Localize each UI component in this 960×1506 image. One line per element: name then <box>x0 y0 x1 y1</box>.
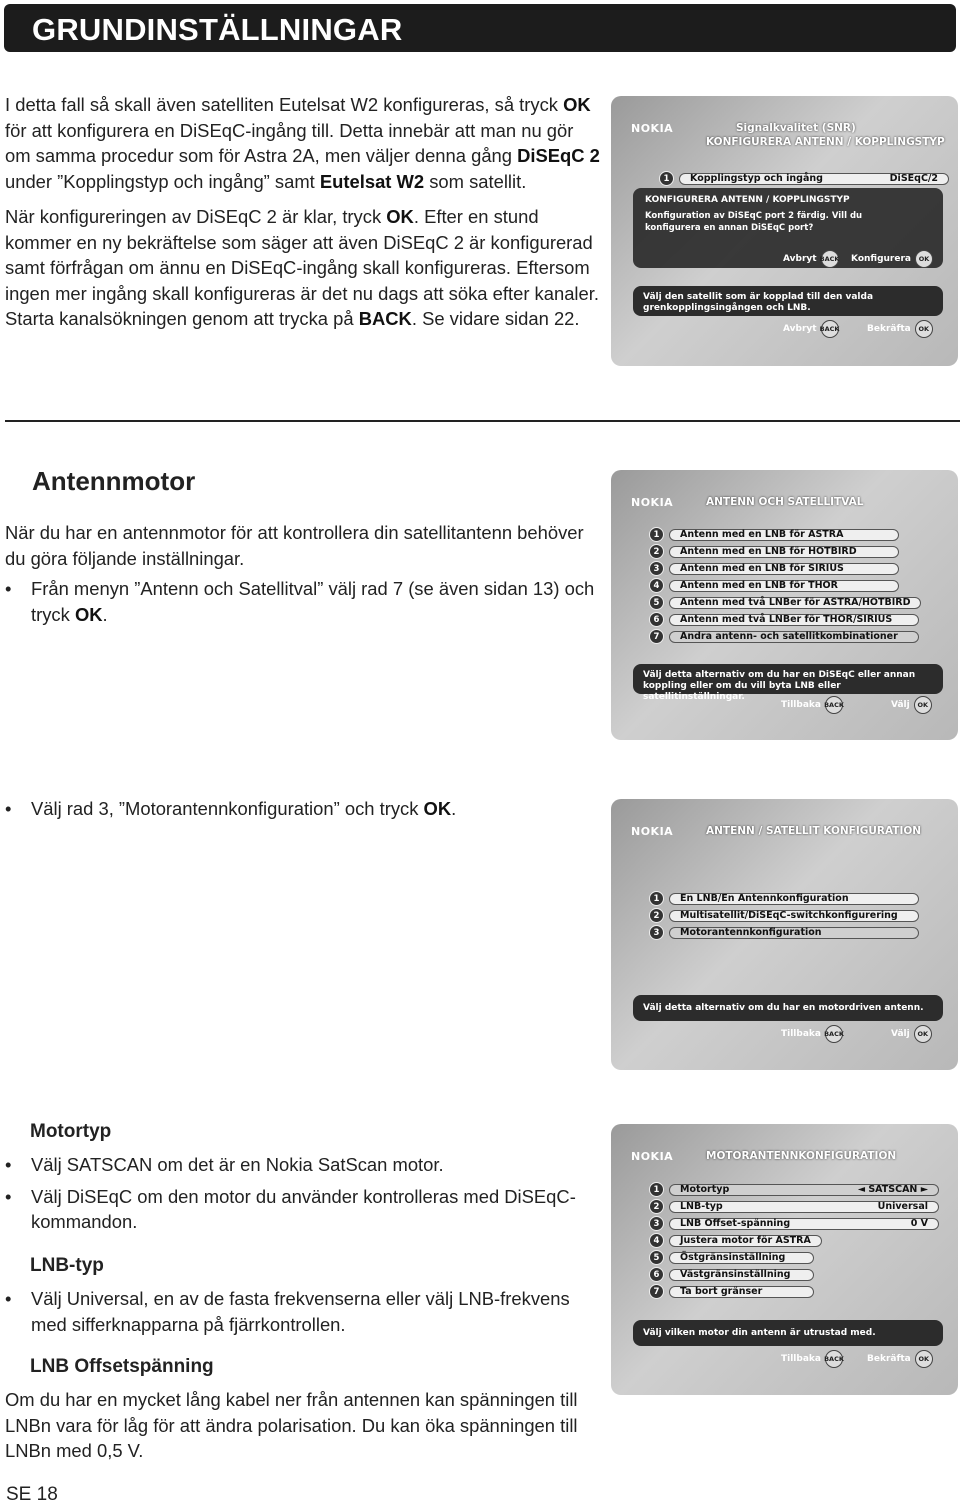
row-number: 7 <box>649 1284 664 1299</box>
help-message: Välj detta alternativ om du har en motordriven antenn. <box>633 995 943 1021</box>
row-number: 1 <box>649 891 664 906</box>
row-number: 1 <box>659 171 674 186</box>
ok-key-icon: OK <box>915 320 933 338</box>
button-label: Välj <box>891 700 910 710</box>
row-value: ◄ SATSCAN ► <box>857 1184 928 1195</box>
ok-key-icon: OK <box>915 250 933 268</box>
row-number: 4 <box>649 578 664 593</box>
lnboffset-paragraph: Om du har en mycket lång kabel ner från antennen kan spänningen till LNBn vara för låg för att ändra polarisation. Du kan öka spänningen till LNBn med 0,5 V. <box>5 1389 578 1461</box>
button-label: Tillbaka <box>781 1029 821 1039</box>
section-heading-motortyp: Motortyp <box>30 1121 112 1142</box>
row-number: 3 <box>649 1216 664 1231</box>
row-label: Antenn med en LNB för THOR <box>669 580 899 592</box>
row-label: Antenn med två LNBer för THOR/SIRIUS <box>669 614 919 626</box>
ok-key-icon: OK <box>915 1350 933 1368</box>
row-label: Antenn med en LNB för SIRIUS <box>669 563 899 575</box>
row-label: Multisatellit/DiSEqC-switchkonfigurering <box>669 910 919 922</box>
menu-row-selected[interactable] <box>649 630 919 643</box>
text-run: I detta fall så skall även satelliten Eutelsat W2 konfigureras, så tryck <box>5 94 564 115</box>
row-number: 6 <box>649 612 664 627</box>
ok-key-label: OK <box>563 94 591 115</box>
row-value: DiSEqC/2 <box>889 173 938 184</box>
menu-row[interactable] <box>649 1285 814 1298</box>
page-title: GRUNDINSTÄLLNINGAR <box>32 12 403 47</box>
ok-key-icon: OK <box>914 1025 932 1043</box>
bullet-item <box>5 576 600 627</box>
button-label: Konfigurera <box>851 254 911 264</box>
section-heading-lnb-offset: LNB Offsetspänning <box>30 1356 214 1377</box>
button-label: Tillbaka <box>781 1354 821 1364</box>
row-label: Östgränsinställning <box>669 1252 814 1264</box>
row-label: Kopplingstyp och ingång <box>690 173 823 184</box>
button-label: Avbryt <box>783 324 817 334</box>
menu-row[interactable] <box>649 613 919 626</box>
menu-row[interactable] <box>649 528 899 541</box>
back-button[interactable] <box>781 1350 843 1368</box>
row-number: 3 <box>649 925 664 940</box>
section-heading-antennmotor: Antennmotor <box>32 466 196 496</box>
page-number: SE 18 <box>6 1484 58 1505</box>
button-label: Välj <box>891 1029 910 1039</box>
bullet-item: • Välj SATSCAN om det är en Nokia SatScan motor. <box>5 1152 600 1178</box>
row-bar <box>679 173 949 185</box>
lnbtyp-text <box>5 1286 600 1337</box>
menu-row[interactable] <box>649 1234 814 1247</box>
row-label: Andra antenn- och satellitkombinationer <box>669 631 919 643</box>
menu-row-selected[interactable] <box>649 1183 939 1196</box>
menu-row[interactable] <box>649 596 919 609</box>
dialog-cancel-button[interactable] <box>783 250 839 268</box>
row-number: 5 <box>649 595 664 610</box>
back-button[interactable] <box>781 1025 843 1043</box>
bullet-item: • Välj DiSEqC om den motor du använder kontrolleras med DiSEqC-kommandon. <box>5 1184 600 1235</box>
menu-row[interactable] <box>649 545 899 558</box>
button-label: Bekräfta <box>867 324 911 334</box>
row-bar <box>669 1201 939 1213</box>
ok-key-label: OK <box>386 206 414 227</box>
screen-subtitle: Signalkvalitet (SNR) <box>736 122 856 134</box>
row-number: 4 <box>649 1233 664 1248</box>
nokia-logo: NOKIA <box>631 1150 674 1163</box>
menu-row[interactable] <box>649 892 919 905</box>
menu-row[interactable] <box>649 1200 939 1213</box>
dialog-text: Konfiguration av DiSEqC port 2 färdig. Vill du konfigurera en annan DiSEqC port? <box>645 211 863 233</box>
row-number: 6 <box>649 1267 664 1282</box>
back-button[interactable] <box>781 696 843 714</box>
button-label: Avbryt <box>783 254 817 264</box>
back-key-icon: BACK <box>825 1025 843 1043</box>
section-divider <box>5 420 960 422</box>
menu-row[interactable] <box>649 1217 939 1230</box>
text-run: som satellit. <box>424 170 527 192</box>
row-number: 1 <box>649 1182 664 1197</box>
text-run: Välj rad 3, ”Motorantennkonfiguration” och tryck <box>31 798 424 819</box>
menu-row-selected[interactable] <box>649 926 919 939</box>
row-value: 0 V <box>910 1218 928 1229</box>
row-bar <box>669 1218 939 1230</box>
row-number: 2 <box>649 908 664 923</box>
confirm-button[interactable] <box>867 320 933 338</box>
menu-row[interactable] <box>649 579 899 592</box>
ok-key-label: OK <box>74 603 103 625</box>
text-run: . Se vidare sidan 22. <box>411 308 580 329</box>
menu-row[interactable] <box>649 1268 814 1281</box>
nokia-logo: NOKIA <box>631 496 674 509</box>
ok-key-icon: OK <box>914 696 932 714</box>
dialog-title: KONFIGURERA ANTENN / KOPPLINGSTYP <box>645 195 850 205</box>
row-bar <box>669 1184 939 1196</box>
menu-row[interactable] <box>649 909 919 922</box>
intro-paragraph-1 <box>5 92 600 194</box>
text-run: När konfigureringen av DiSEqC 2 är klar, tryck <box>5 206 387 227</box>
bullet-item: • Välj Universal, en av de fasta frekvenserna eller välj LNB-frekvens med sifferknapparna på fjärrkontrollen. <box>5 1286 600 1337</box>
text-run: för att konfigurera en DiSEqC-ingång till. Detta innebär att man nu gör om samma procedur som för Astra 2A, men väljer denna gång <box>5 119 574 166</box>
text-run: . <box>451 798 457 819</box>
row-label: Västgränsinställning <box>669 1269 814 1281</box>
row-label: LNB-typ <box>680 1201 723 1212</box>
screen-title: ANTENN OCH SATELLITVAL <box>706 496 864 508</box>
text-run: . <box>102 603 108 625</box>
screen-title: KONFIGURERA ANTENN / KOPPLINGSTYP <box>706 136 945 148</box>
section-heading-lnbtyp: LNB-typ <box>30 1255 104 1276</box>
diseqc2-label: DiSEqC 2 <box>517 145 600 166</box>
row-label: Antenn med en LNB för HOTBIRD <box>669 546 899 558</box>
eutelsat-label: Eutelsat W2 <box>319 170 425 192</box>
row-number: 2 <box>649 1199 664 1214</box>
row-label: Motorantennkonfiguration <box>669 927 919 939</box>
dialog-configure-button[interactable] <box>851 250 933 268</box>
row-number: 5 <box>649 1250 664 1265</box>
row-label: Ta bort gränser <box>669 1286 814 1298</box>
intro-text <box>5 92 600 332</box>
nokia-logo: NOKIA <box>631 825 674 838</box>
menu-row[interactable] <box>649 1251 814 1264</box>
menu-row <box>659 172 949 185</box>
select-button[interactable] <box>891 1025 932 1043</box>
row-label: Motortyp <box>680 1184 730 1195</box>
row-value: Universal <box>877 1201 928 1212</box>
tv-screenshot-motor-config <box>611 1124 958 1395</box>
back-key-label: BACK <box>358 308 412 329</box>
row-label: En LNB/En Antennkonfiguration <box>669 893 919 905</box>
row-label: Antenn med en LNB för ASTRA <box>669 529 899 541</box>
tv-screenshot-antenna-satellite <box>611 470 958 740</box>
help-message: Välj detta alternativ om du har en DiSEqC eller annan koppling eller om du vill byta LNB eller satellitinställningar. <box>633 664 943 694</box>
row-number: 3 <box>649 561 664 576</box>
ok-key-label: OK <box>423 798 452 819</box>
screen-title: ANTENN / SATELLIT KONFIGURATION <box>706 825 922 837</box>
page-header <box>4 4 956 52</box>
nokia-logo: NOKIA <box>631 122 674 135</box>
lnboffset-text <box>5 1387 600 1464</box>
cancel-button[interactable] <box>783 320 839 338</box>
row-label: Antenn med två LNBer för ASTRA/HOTBIRD <box>669 597 921 609</box>
help-message: Välj den satellit som är kopplad till den valda grenkopplingsingången och LNB. <box>633 286 943 316</box>
menu-row[interactable] <box>649 562 899 575</box>
row-label: Justera motor för ASTRA <box>669 1235 822 1247</box>
tv-screenshot-diseqc-config <box>611 96 958 366</box>
tv-screenshot-antenna-config <box>611 799 958 1070</box>
select-button[interactable] <box>891 696 932 714</box>
confirm-button[interactable] <box>867 1350 933 1368</box>
motortyp-text <box>5 1152 600 1235</box>
button-label: Tillbaka <box>781 700 821 710</box>
back-key-icon: BACK <box>825 1350 843 1368</box>
help-message: Välj vilken motor din antenn är utrustad med. <box>633 1320 943 1346</box>
antennmotor-paragraph: När du har en antennmotor för att kontrollera din satellitantenn behöver du göra följande inställningar. <box>5 522 584 569</box>
text-run: . Efter en stund kommer en ny bekräftelse som säger att även DiSEqC 2 är konfigurerad samt förfrågan om ännu en DiSEqC-ingång skall konfigureras. Eftersom ingen mer ingång skall konfigureras är det nu dags att söka efter kanaler. Starta kanalsökningen genom att trycka på <box>5 206 599 329</box>
back-key-icon: BACK <box>821 250 839 268</box>
row-number: 2 <box>649 544 664 559</box>
text-run: Från menyn ”Antenn och Satellitval” välj rad 7 (se även sidan 13) och tryck <box>31 578 595 625</box>
step2-text <box>5 796 600 822</box>
row-number: 1 <box>649 527 664 542</box>
bullet-item <box>5 796 600 822</box>
row-number: 7 <box>649 629 664 644</box>
button-label: Bekräfta <box>867 1354 911 1364</box>
row-label: LNB Offset-spänning <box>680 1218 791 1229</box>
antennmotor-text <box>5 520 600 627</box>
back-key-icon: BACK <box>825 696 843 714</box>
intro-paragraph-2 <box>5 204 600 332</box>
text-run: under ”Kopplingstyp och ingång” samt <box>5 170 320 192</box>
screen-title: MOTORANTENNKONFIGURATION <box>706 1150 897 1162</box>
back-key-icon: BACK <box>821 320 839 338</box>
